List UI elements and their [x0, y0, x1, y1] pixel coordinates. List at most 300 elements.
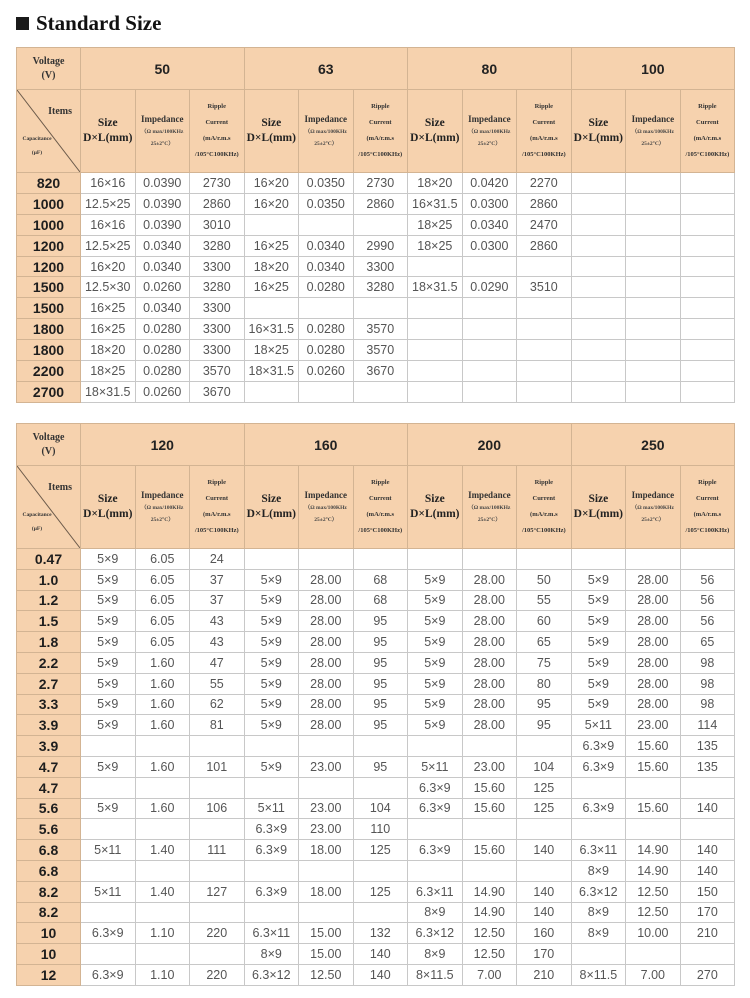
impedance-header-cond: 25±2°C） [477, 140, 501, 147]
voltage-group-header [244, 424, 408, 466]
impedance-header-cond: 25±2°C） [477, 516, 501, 523]
impedance-cell [135, 819, 190, 840]
table-row [17, 277, 735, 298]
size-cell: 6.3×9 [81, 923, 136, 944]
impedance-cell: 1.60 [135, 756, 190, 777]
impedance-cell: 0.0280 [135, 340, 190, 361]
size-header-unit: D×L(mm) [410, 508, 460, 520]
impedance-cell: 15.60 [626, 798, 681, 819]
size-cell: 6.3×12 [571, 881, 626, 902]
size-column-header [408, 90, 463, 173]
impedance-cell: 28.00 [626, 694, 681, 715]
ripple-current-cell [190, 944, 245, 965]
table-row [17, 964, 735, 985]
ripple-current-cell [680, 235, 735, 256]
size-cell: 8×9 [571, 860, 626, 881]
size-cell: 5×9 [571, 590, 626, 611]
voltage-label: Voltage [32, 55, 65, 67]
impedance-cell: 23.00 [299, 798, 354, 819]
impedance-cell: 14.90 [462, 902, 517, 923]
capacitance-cell: 6.8 [17, 860, 81, 881]
impedance-cell: 7.00 [462, 964, 517, 985]
size-cell: 16×31.5 [244, 319, 299, 340]
size-cell [244, 381, 299, 402]
ripple-column-header [190, 90, 245, 173]
table-row [17, 923, 735, 944]
impedance-cell [299, 777, 354, 798]
size-cell [571, 549, 626, 570]
table-row [17, 881, 735, 902]
impedance-cell: 6.05 [135, 590, 190, 611]
impedance-cell: 12.50 [462, 944, 517, 965]
ripple-current-cell: 37 [190, 569, 245, 590]
size-cell: 16×25 [81, 298, 136, 319]
size-cell [244, 549, 299, 570]
size-column-header [408, 466, 463, 549]
size-cell [571, 381, 626, 402]
ripple-current-cell: 2860 [353, 193, 408, 214]
impedance-cell: 15.60 [462, 777, 517, 798]
size-cell [571, 277, 626, 298]
table-row [17, 944, 735, 965]
ripple-current-cell [680, 277, 735, 298]
size-header-title: Size [261, 117, 282, 129]
size-cell: 16×31.5 [408, 193, 463, 214]
size-cell: 5×9 [408, 632, 463, 653]
impedance-cell [462, 298, 517, 319]
impedance-cell: 28.00 [462, 652, 517, 673]
size-header-unit: D×L(mm) [246, 508, 296, 520]
ripple-header-title: Ripple [698, 479, 717, 486]
size-cell: 5×9 [408, 694, 463, 715]
ripple-current-cell: 50 [517, 569, 572, 590]
capacitance-label-group [19, 132, 55, 160]
size-cell: 5×11 [244, 798, 299, 819]
ripple-current-cell: 3300 [190, 256, 245, 277]
ripple-current-cell: 2860 [517, 193, 572, 214]
ripple-current-cell [680, 381, 735, 402]
size-cell: 6.3×9 [571, 798, 626, 819]
impedance-header-cond: 25±2°C） [314, 516, 338, 523]
ripple-current-cell: 55 [517, 590, 572, 611]
impedance-cell [626, 340, 681, 361]
capacitance-cell: 4.7 [17, 777, 81, 798]
impedance-cell: 0.0280 [135, 319, 190, 340]
size-cell: 6.3×9 [571, 756, 626, 777]
size-header-title: Size [261, 493, 282, 505]
ripple-column-header [680, 90, 735, 173]
ripple-current-cell: 170 [680, 902, 735, 923]
ripple-current-cell: 43 [190, 632, 245, 653]
impedance-cell: 28.00 [626, 652, 681, 673]
square-bullet-icon [16, 17, 29, 30]
ripple-header-title2: Current [205, 119, 229, 126]
size-cell: 5×9 [408, 590, 463, 611]
ripple-current-cell [680, 193, 735, 214]
size-cell: 5×9 [81, 673, 136, 694]
impedance-cell [299, 381, 354, 402]
size-cell: 5×9 [81, 590, 136, 611]
capacitance-cell: 2.2 [17, 652, 81, 673]
ripple-header-unit: (mA/r.m.s [693, 135, 722, 142]
table-row [17, 235, 735, 256]
impedance-cell: 14.90 [462, 881, 517, 902]
ripple-header-unit: (mA/r.m.s [366, 511, 395, 518]
ripple-current-cell: 220 [190, 964, 245, 985]
ripple-current-cell: 170 [517, 944, 572, 965]
size-cell [244, 902, 299, 923]
size-cell: 5×11 [81, 840, 136, 861]
size-header-unit: D×L(mm) [410, 132, 460, 144]
impedance-cell: 0.0300 [462, 235, 517, 256]
ripple-current-cell: 3510 [517, 277, 572, 298]
items-capacitance-corner-cell [17, 466, 81, 549]
ripple-current-cell [353, 902, 408, 923]
capacitance-cell: 1200 [17, 235, 81, 256]
items-capacitance-corner-cell [17, 90, 81, 173]
ripple-current-cell: 56 [680, 590, 735, 611]
size-cell: 8×11.5 [571, 964, 626, 985]
ripple-header-title: Ripple [207, 103, 226, 110]
ripple-current-cell: 60 [517, 611, 572, 632]
impedance-cell: 28.00 [299, 694, 354, 715]
capacitance-label: Capacitance [22, 136, 52, 142]
column-header-row [17, 466, 735, 549]
impedance-cell: 0.0350 [299, 193, 354, 214]
impedance-cell [626, 319, 681, 340]
ripple-current-cell: 114 [680, 715, 735, 736]
ripple-current-cell: 104 [353, 798, 408, 819]
ripple-current-cell: 270 [680, 964, 735, 985]
ripple-current-cell [680, 777, 735, 798]
size-cell [244, 860, 299, 881]
size-cell: 6.3×9 [244, 819, 299, 840]
size-cell [408, 549, 463, 570]
size-cell [408, 340, 463, 361]
ripple-current-cell: 3300 [190, 319, 245, 340]
table-row [17, 298, 735, 319]
table-row [17, 777, 735, 798]
size-cell: 5×9 [408, 611, 463, 632]
size-cell: 5×9 [81, 652, 136, 673]
ripple-current-cell: 2860 [517, 235, 572, 256]
size-cell: 6.3×11 [571, 840, 626, 861]
ripple-current-cell: 56 [680, 569, 735, 590]
impedance-cell: 23.00 [299, 756, 354, 777]
table-row [17, 632, 735, 653]
impedance-cell [626, 361, 681, 382]
impedance-cell: 6.05 [135, 611, 190, 632]
impedance-header-unit: （Ω max/100KHz [141, 504, 184, 511]
ripple-current-cell [680, 819, 735, 840]
impedance-header-unit: （Ω max/100KHz [631, 128, 674, 135]
impedance-cell: 28.00 [462, 715, 517, 736]
ripple-current-cell [517, 819, 572, 840]
impedance-cell: 1.60 [135, 673, 190, 694]
size-cell: 16×20 [244, 193, 299, 214]
size-cell: 5×11 [571, 715, 626, 736]
ripple-current-cell: 140 [517, 840, 572, 861]
table-row [17, 611, 735, 632]
ripple-current-cell: 140 [680, 798, 735, 819]
ripple-header-cond: /105°C100KHz) [358, 151, 403, 158]
ripple-current-cell: 140 [680, 840, 735, 861]
impedance-cell: 15.00 [299, 923, 354, 944]
size-cell: 16×16 [81, 173, 136, 194]
size-cell: 18×31.5 [81, 381, 136, 402]
size-cell [571, 173, 626, 194]
ripple-current-cell: 135 [680, 756, 735, 777]
ripple-current-cell [353, 214, 408, 235]
impedance-header-unit: （Ω max/100KHz [631, 504, 674, 511]
ripple-column-header [353, 90, 408, 173]
size-cell: 6.3×9 [408, 840, 463, 861]
impedance-cell: 0.0260 [135, 277, 190, 298]
capacitance-cell: 1500 [17, 277, 81, 298]
size-column-header [571, 90, 626, 173]
size-header-unit: D×L(mm) [573, 508, 624, 520]
ripple-column-header [190, 466, 245, 549]
size-cell [81, 736, 136, 757]
size-cell: 16×20 [244, 173, 299, 194]
size-cell: 8×9 [408, 944, 463, 965]
ripple-current-cell: 3570 [353, 340, 408, 361]
section-title [16, 9, 161, 37]
ripple-current-cell: 140 [680, 860, 735, 881]
ripple-current-cell: 95 [353, 632, 408, 653]
ripple-current-cell: 95 [353, 611, 408, 632]
impedance-cell: 15.60 [462, 840, 517, 861]
ripple-header-title: Ripple [371, 103, 390, 110]
size-cell: 16×20 [81, 256, 136, 277]
section-title-text: Standard Size [36, 10, 162, 35]
ripple-current-cell: 95 [517, 694, 572, 715]
impedance-cell: 0.0260 [135, 381, 190, 402]
size-cell: 5×9 [244, 569, 299, 590]
impedance-header-title: Impedance [468, 113, 511, 124]
ripple-current-cell: 2860 [190, 193, 245, 214]
table-row [17, 193, 735, 214]
capacitance-cell: 2.7 [17, 673, 81, 694]
ripple-current-cell: 3280 [190, 235, 245, 256]
size-cell: 5×9 [81, 632, 136, 653]
table-row [17, 569, 735, 590]
impedance-header-title: Impedance [304, 489, 348, 500]
ripple-current-cell [353, 777, 408, 798]
size-column-header [81, 90, 136, 173]
ripple-current-cell: 2270 [517, 173, 572, 194]
size-cell: 5×9 [81, 611, 136, 632]
voltage-row [17, 424, 735, 466]
voltage-header-cell [17, 48, 81, 90]
capacitance-cell: 3.3 [17, 694, 81, 715]
capacitance-cell: 1.5 [17, 611, 81, 632]
impedance-cell: 6.05 [135, 569, 190, 590]
impedance-column-header [299, 90, 354, 173]
impedance-cell: 15.60 [462, 798, 517, 819]
size-cell: 5×9 [244, 673, 299, 694]
voltage-value: 100 [641, 60, 665, 77]
size-cell [408, 381, 463, 402]
column-header-row [17, 90, 735, 173]
capacitance-cell: 1000 [17, 214, 81, 235]
table-row [17, 361, 735, 382]
ripple-current-cell: 62 [190, 694, 245, 715]
capacitance-cell: 2700 [17, 381, 81, 402]
size-cell: 5×11 [81, 881, 136, 902]
ripple-current-cell: 3300 [190, 340, 245, 361]
ripple-header-title: Ripple [534, 103, 554, 110]
capacitance-cell: 10 [17, 923, 81, 944]
ripple-current-cell: 210 [680, 923, 735, 944]
capacitance-cell: 0.47 [17, 549, 81, 570]
impedance-cell: 1.60 [135, 652, 190, 673]
table-row [17, 860, 735, 881]
size-cell [571, 235, 626, 256]
size-cell: 18×25 [408, 214, 463, 235]
ripple-header-title: Ripple [698, 103, 717, 110]
impedance-cell: 28.00 [299, 673, 354, 694]
capacitance-cell: 820 [17, 173, 81, 194]
size-cell: 5×9 [571, 673, 626, 694]
capacitance-cell: 5.6 [17, 819, 81, 840]
ripple-current-cell [680, 549, 735, 570]
capacitance-cell: 8.2 [17, 881, 81, 902]
impedance-cell [626, 235, 681, 256]
size-cell: 5×9 [244, 715, 299, 736]
voltage-group-header [571, 48, 735, 90]
ripple-current-cell [517, 736, 572, 757]
ripple-current-cell: 2990 [353, 235, 408, 256]
impedance-cell: 0.0340 [135, 298, 190, 319]
table-row [17, 715, 735, 736]
impedance-header-unit: （Ω max/100KHz [304, 128, 347, 135]
size-cell [571, 777, 626, 798]
size-cell: 6.3×12 [244, 964, 299, 985]
ripple-current-cell [353, 381, 408, 402]
impedance-cell: 0.0340 [299, 235, 354, 256]
ripple-header-unit: (mA/r.m.s [530, 511, 558, 518]
size-cell: 16×16 [81, 214, 136, 235]
voltage-value: 120 [150, 436, 174, 453]
size-cell: 5×9 [408, 715, 463, 736]
impedance-cell: 1.60 [135, 798, 190, 819]
ripple-current-cell: 3300 [353, 256, 408, 277]
ripple-current-cell [190, 736, 245, 757]
impedance-header-unit: （Ω max/100KHz [468, 128, 511, 135]
impedance-column-header [299, 466, 354, 549]
capacitance-cell: 10 [17, 944, 81, 965]
size-cell [244, 298, 299, 319]
impedance-cell [462, 256, 517, 277]
size-cell: 6.3×9 [81, 964, 136, 985]
impedance-column-header [135, 90, 190, 173]
capacitance-label: Capacitance [22, 512, 52, 518]
ripple-header-unit: (mA/r.m.s [530, 135, 558, 142]
impedance-cell: 23.00 [299, 819, 354, 840]
size-cell: 18×25 [81, 361, 136, 382]
ripple-header-title: Ripple [371, 479, 390, 486]
ripple-current-cell [680, 298, 735, 319]
ripple-current-cell: 68 [353, 569, 408, 590]
impedance-cell [135, 777, 190, 798]
ripple-current-cell: 95 [353, 756, 408, 777]
capacitance-unit: (μF) [31, 526, 43, 532]
size-cell [244, 777, 299, 798]
size-cell: 5×9 [244, 611, 299, 632]
impedance-cell [626, 277, 681, 298]
impedance-cell: 28.00 [299, 611, 354, 632]
capacitance-cell: 1.8 [17, 632, 81, 653]
size-cell: 5×9 [81, 798, 136, 819]
capacitance-cell: 3.9 [17, 715, 81, 736]
impedance-cell: 28.00 [462, 569, 517, 590]
table-row [17, 381, 735, 402]
size-cell: 5×9 [408, 652, 463, 673]
size-cell: 5×9 [244, 694, 299, 715]
table-row [17, 340, 735, 361]
impedance-cell [626, 256, 681, 277]
ripple-current-cell [517, 860, 572, 881]
impedance-header-cond: 25±2°C） [150, 140, 174, 147]
voltage-row [17, 48, 735, 90]
impedance-cell: 1.60 [135, 694, 190, 715]
table-row [17, 798, 735, 819]
ripple-current-cell [353, 860, 408, 881]
impedance-cell: 0.0280 [299, 277, 354, 298]
ripple-current-cell: 150 [680, 881, 735, 902]
size-cell: 6.3×11 [244, 923, 299, 944]
size-cell: 5×9 [244, 756, 299, 777]
impedance-cell: 0.0260 [299, 361, 354, 382]
impedance-cell [135, 944, 190, 965]
ripple-current-cell: 3300 [190, 298, 245, 319]
impedance-cell: 0.0390 [135, 193, 190, 214]
size-cell [244, 214, 299, 235]
ripple-current-cell: 135 [680, 736, 735, 757]
ripple-header-title2: Current [368, 119, 392, 126]
ripple-current-cell [517, 298, 572, 319]
size-cell: 5×9 [571, 611, 626, 632]
ripple-current-cell [190, 860, 245, 881]
capacitance-cell: 1200 [17, 256, 81, 277]
voltage-group-header [81, 424, 245, 466]
voltage-value: 160 [314, 436, 338, 453]
size-cell: 5×9 [81, 715, 136, 736]
size-cell [81, 860, 136, 881]
ripple-current-cell [353, 736, 408, 757]
impedance-cell [299, 298, 354, 319]
impedance-header-cond: 25±2°C） [641, 140, 665, 147]
ripple-header-cond: /105°C100KHz) [521, 527, 566, 534]
ripple-header-title2: Current [205, 495, 229, 502]
size-cell: 16×25 [244, 277, 299, 298]
impedance-header-cond: 25±2°C） [150, 516, 174, 523]
impedance-cell: 12.50 [626, 881, 681, 902]
ripple-current-cell: 3280 [190, 277, 245, 298]
capacitance-label-group [19, 508, 55, 536]
capacitance-cell: 2200 [17, 361, 81, 382]
size-cell [408, 860, 463, 881]
table-row [17, 256, 735, 277]
impedance-cell [462, 549, 517, 570]
impedance-cell: 12.50 [626, 902, 681, 923]
spec-table-high-voltage [16, 423, 735, 986]
ripple-header-title2: Current [696, 495, 719, 502]
impedance-cell: 0.0340 [299, 256, 354, 277]
voltage-value: 63 [318, 60, 334, 77]
table-row [17, 819, 735, 840]
